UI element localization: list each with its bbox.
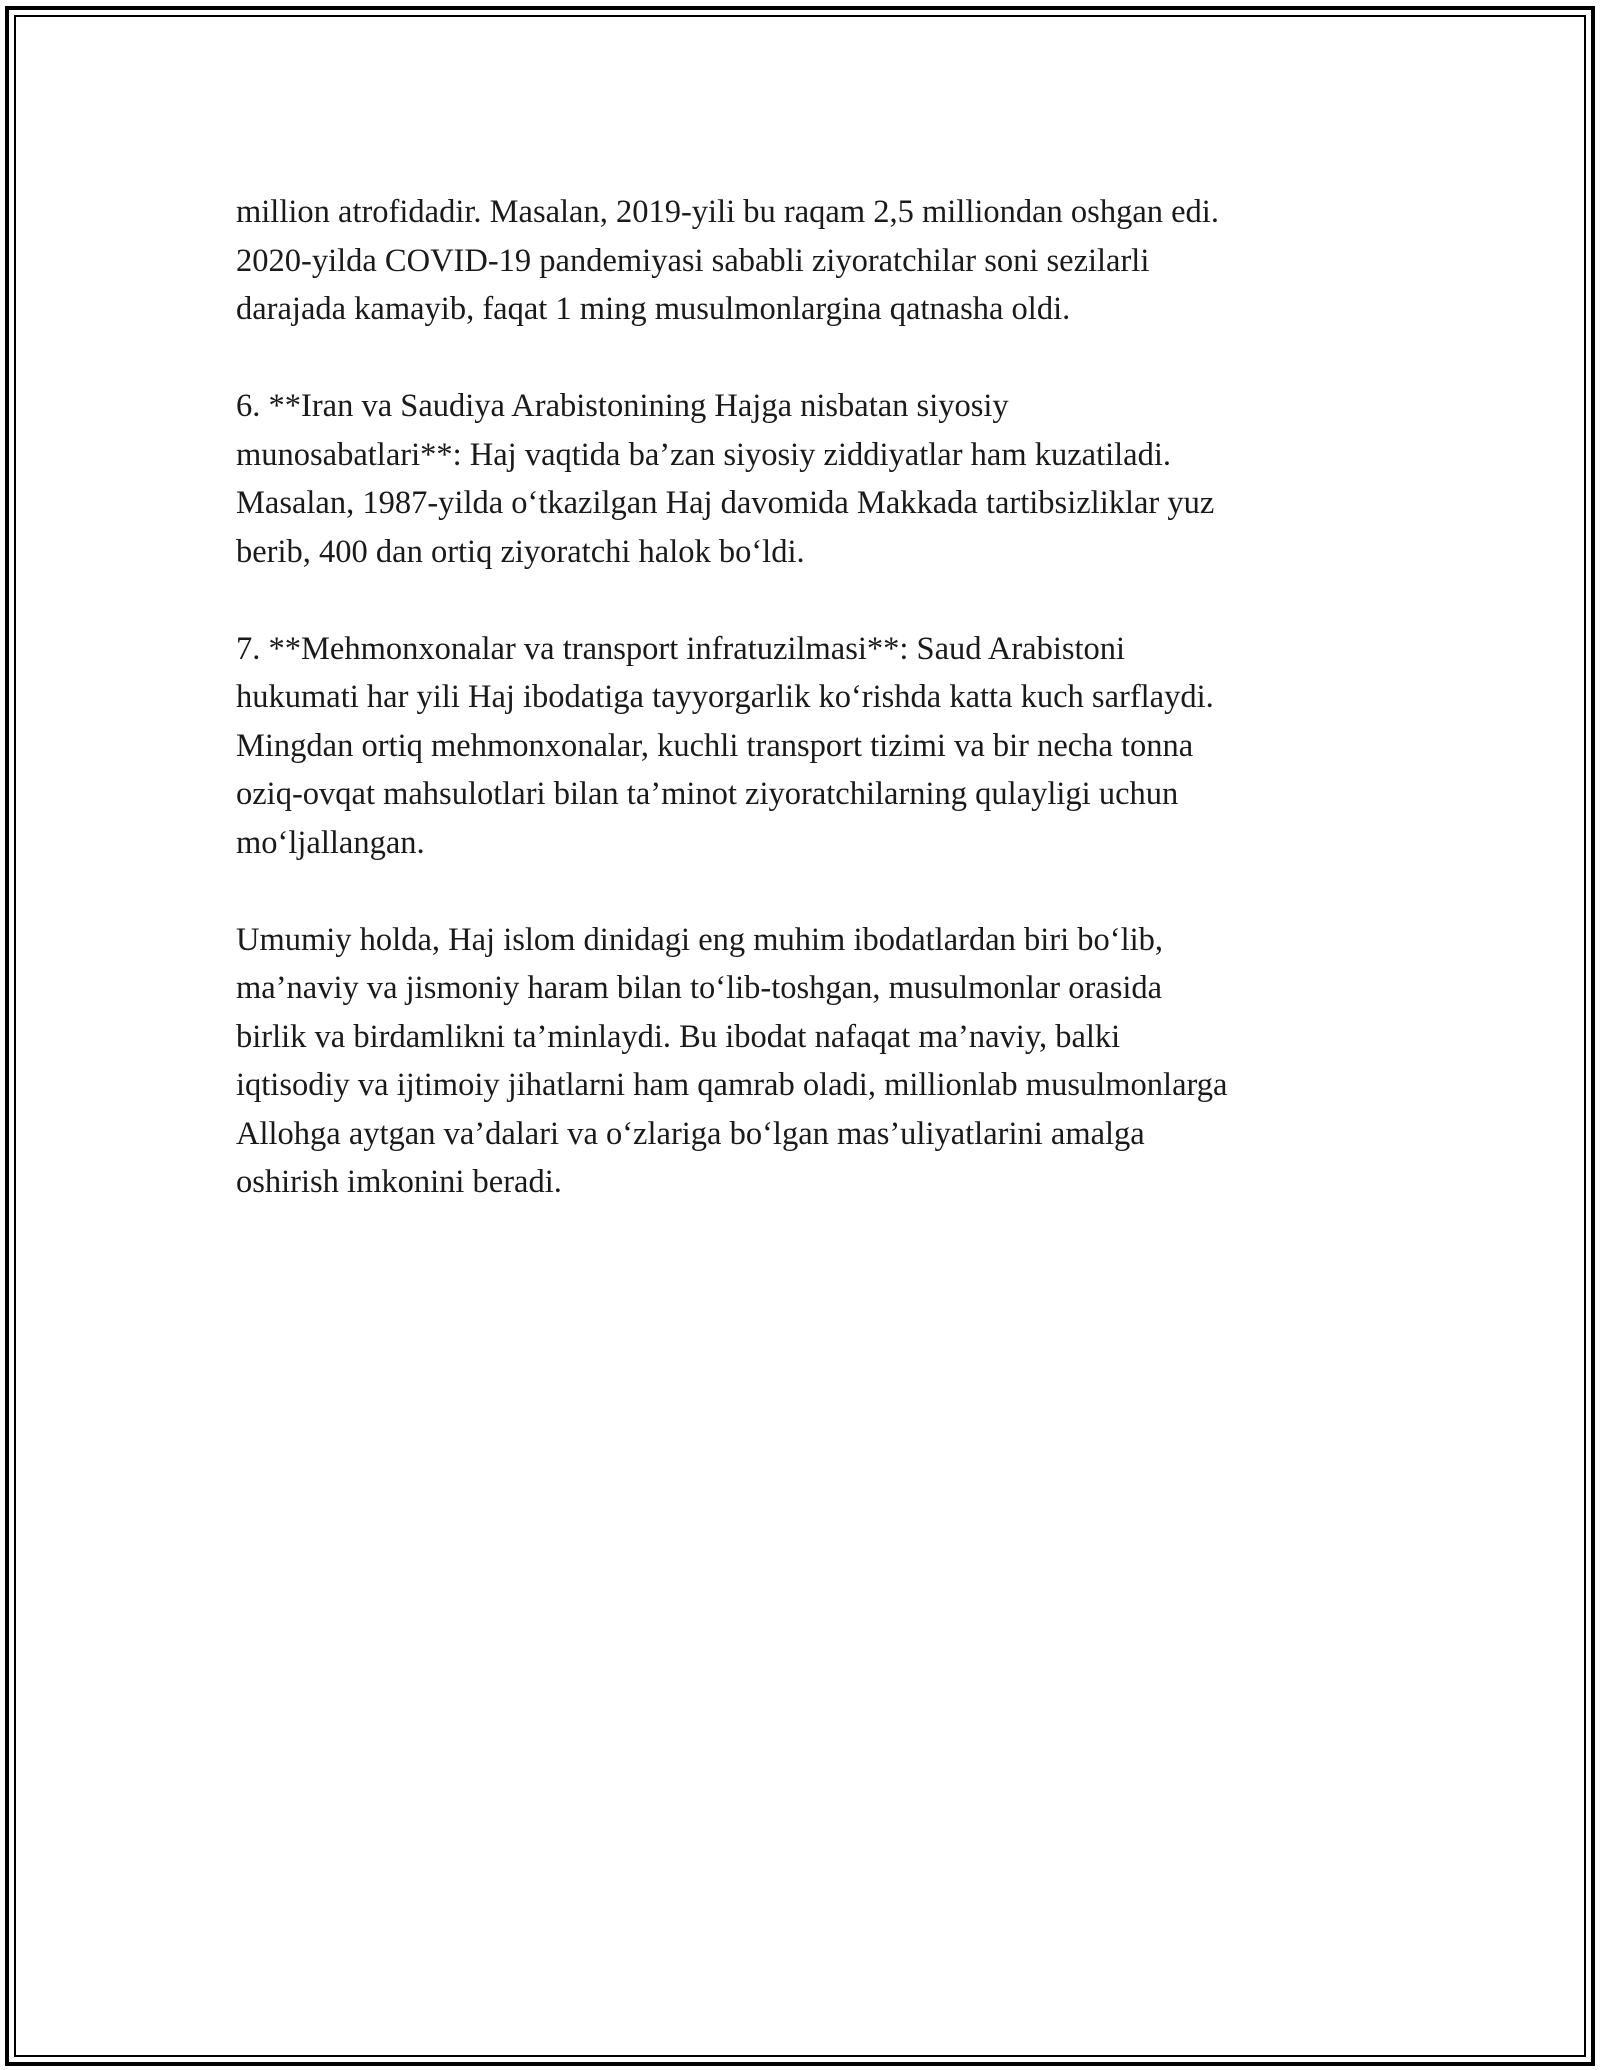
text-line: Allohga aytgan va’dalari va o‘zlariga bo‘lgan mas’uliyatlarini amalga	[236, 1115, 1145, 1152]
text-line: 2020-yilda COVID-19 pandemiyasi sababli ziyoratchilar soni sezilarli	[236, 242, 1150, 279]
text-line: darajada kamayib, faqat 1 ming musulmonlargina qatnasha oldi.	[236, 291, 1071, 327]
paragraph-conclusion	[236, 916, 1386, 1207]
text-line: mo‘ljallangan.	[236, 824, 425, 861]
text-line: million atrofidadir. Masalan, 2019-yili bu raqam 2,5 milliondan oshgan edi.	[236, 194, 1219, 230]
text-line: birlik va birdamlikni ta’minlaydi. Bu ibodat nafaqat ma’naviy, balki	[236, 1018, 1121, 1055]
document-body	[236, 188, 1386, 1255]
text-line: Masalan, 1987-yilda o‘tkazilgan Haj davomida Makkada tartibsizliklar yuz	[236, 485, 1215, 521]
text-line: oshirish imkonini beradi.	[236, 1164, 562, 1200]
paragraph-infrastructure	[236, 625, 1386, 868]
text-line: iqtisodiy va ijtimoiy jihatlarni ham qamrab oladi, millionlab musulmonlarga	[236, 1067, 1228, 1103]
text-line: hukumati har yili Haj ibodatiga tayyorgarlik ko‘rishda katta kuch sarflaydi.	[236, 679, 1214, 715]
text-line: Mingdan ortiq mehmonxonalar, kuchli transport tizimi va bir necha tonna	[236, 727, 1194, 764]
text-line: berib, 400 dan ortiq ziyoratchi halok bo‘ldi.	[236, 533, 805, 570]
text-line: munosabatlari**: Haj vaqtida ba’zan siyosiy ziddiyatlar ham kuzatiladi.	[236, 436, 1171, 473]
text-line: 7. **Mehmonxonalar va transport infratuzilmasi**: Saud Arabistoni	[236, 630, 1126, 667]
paragraph-pilgrim-count	[236, 188, 1386, 334]
text-line: oziq-ovqat mahsulotlari bilan ta’minot ziyoratchilarning qulayligi uchun	[236, 776, 1179, 812]
paragraph-political-relations	[236, 382, 1386, 576]
text-line: 6. **Iran va Saudiya Arabistonining Hajga nisbatan siyosiy	[236, 388, 1009, 424]
text-line: Umumiy holda, Haj islom dinidagi eng muhim ibodatlardan biri bo‘lib,	[236, 921, 1164, 958]
text-line: ma’naviy va jismoniy haram bilan to‘lib-toshgan, musulmonlar orasida	[236, 970, 1163, 1006]
